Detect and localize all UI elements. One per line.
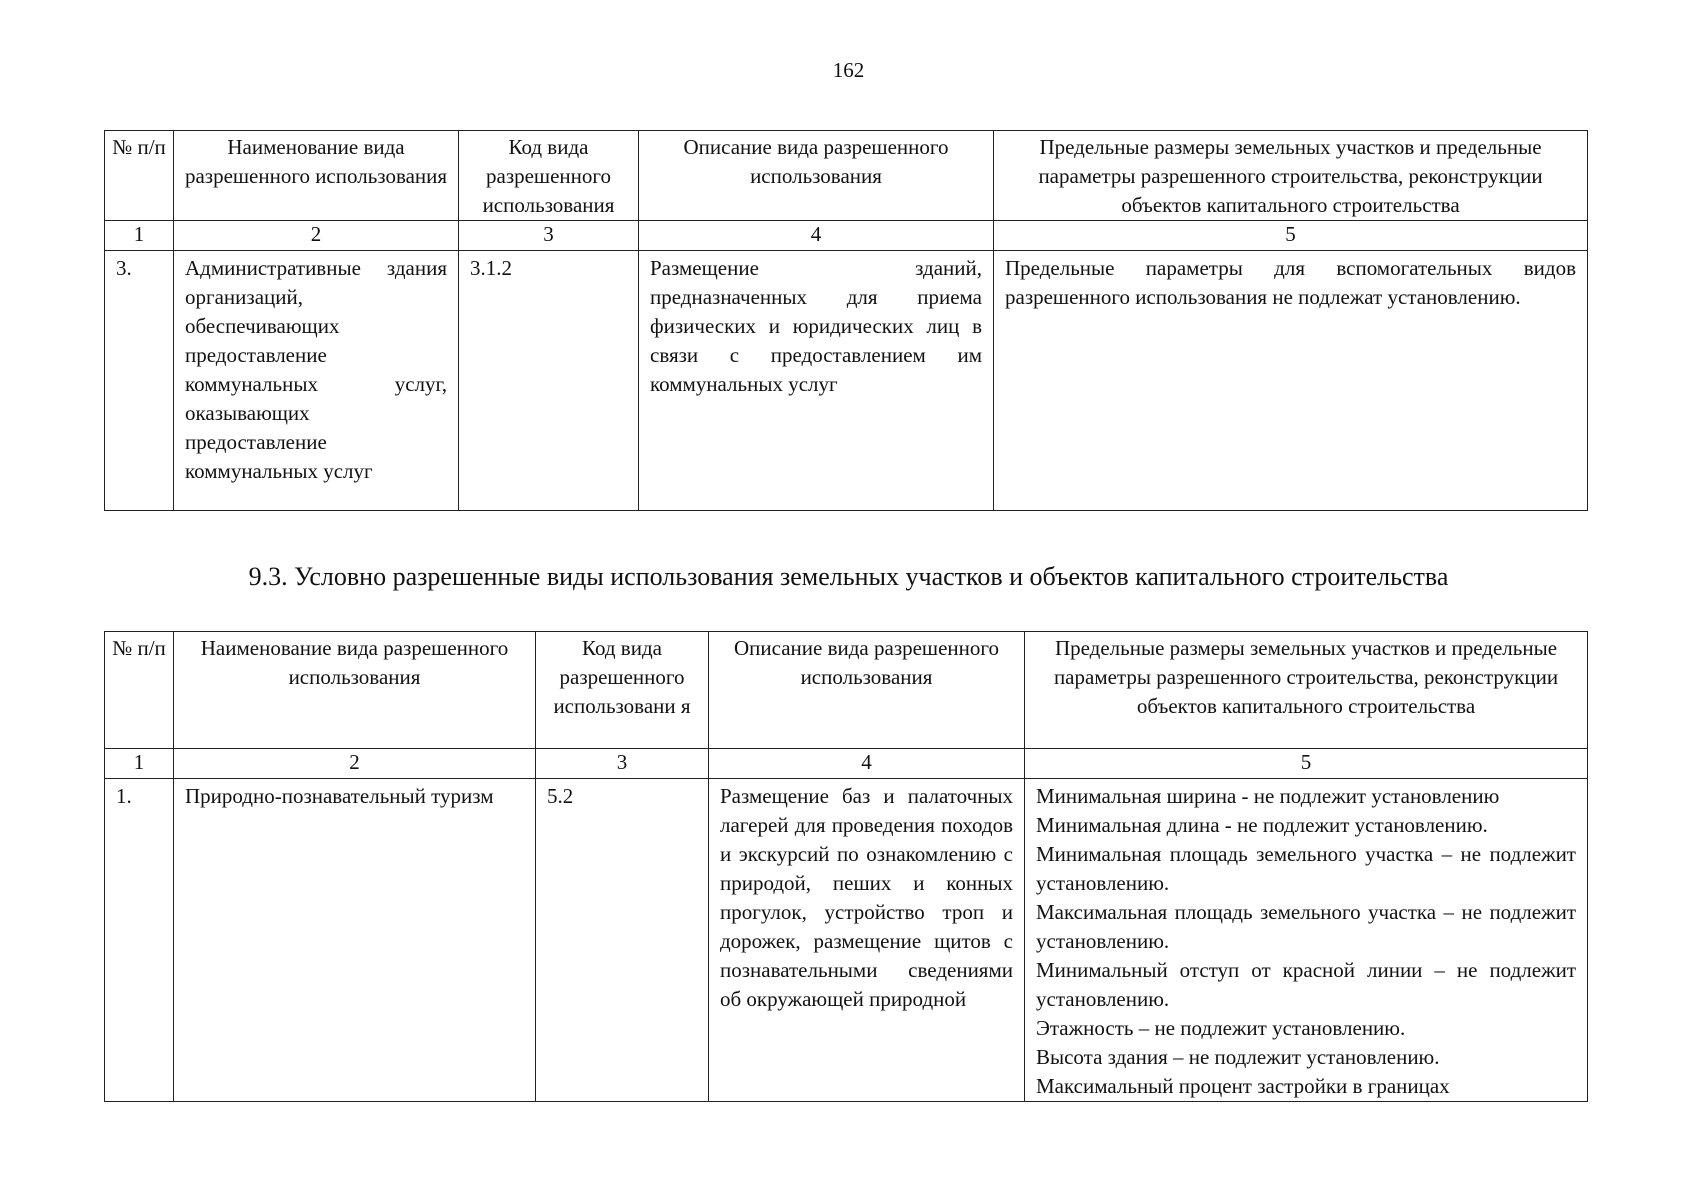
row-number: 3.	[105, 251, 174, 511]
use-name: Административные здания организаций, обеспечивающих предоставление коммунальных услуг, оказывающих предоставление коммунальных услуг	[174, 251, 459, 511]
limit-line: Этажность – не подлежит установлению.	[1036, 1016, 1406, 1040]
limit-line: Максимальная площадь земельного участка – не подлежит установлению.	[1036, 900, 1576, 953]
row-number: 1.	[105, 779, 174, 1102]
limit-line: Минимальная площадь земельного участка – не подлежит установлению.	[1036, 842, 1576, 895]
column-number: 5	[994, 221, 1588, 251]
column-number-row	[105, 749, 1588, 779]
column-number-row	[105, 221, 1588, 251]
use-name: Природно-познавательный туризм	[174, 779, 536, 1102]
column-number: 1	[105, 749, 174, 779]
header-number: № п/п	[105, 131, 174, 221]
use-code: 5.2	[536, 779, 709, 1102]
table-row	[105, 779, 1588, 1102]
use-description: Размещение зданий, предназначенных для приема физических и юридических лиц в связи с предоставлением им коммунальных услуг	[639, 251, 994, 511]
table-row	[105, 251, 1588, 511]
conditional-use-table	[104, 631, 1588, 1102]
use-code: 3.1.2	[459, 251, 639, 511]
permitted-use-table-1	[104, 130, 1588, 511]
page-number: 162	[832, 58, 865, 82]
header-use-name: Наименование вида разрешенного использования	[174, 632, 536, 749]
table-header-row	[105, 131, 1588, 221]
column-number: 5	[1025, 749, 1588, 779]
column-number: 1	[105, 221, 174, 251]
header-limits: Предельные размеры земельных участков и предельные параметры разрешенного строительства, реконструкции объектов капитального строительства	[1025, 632, 1588, 749]
header-number: № п/п	[105, 632, 174, 749]
header-use-code: Код вида разрешенного использования	[459, 131, 639, 221]
use-limits	[1025, 779, 1588, 1102]
column-number: 3	[459, 221, 639, 251]
limit-line: Минимальная длина - не подлежит установлению.	[1036, 813, 1488, 837]
header-use-name: Наименование вида разрешенного использования	[174, 131, 459, 221]
column-number: 3	[536, 749, 709, 779]
use-limits: Предельные параметры для вспомогательных видов разрешенного использования не подлежат установлению.	[994, 251, 1588, 511]
header-use-code: Код вида разрешенного использовани я	[536, 632, 709, 749]
limit-line: Максимальный процент застройки в границах	[1036, 1074, 1450, 1098]
column-number: 4	[639, 221, 994, 251]
section-heading: 9.3. Условно разрешенные виды использования земельных участков и объектов капитального строительства	[248, 562, 1449, 591]
table-header-row	[105, 632, 1588, 749]
limit-line: Высота здания – не подлежит установлению.	[1036, 1045, 1440, 1069]
limit-line: Минимальная ширина - не подлежит установлению	[1036, 784, 1500, 808]
limit-line: Минимальный отступ от красной линии – не подлежит установлению.	[1036, 958, 1576, 1011]
column-number: 2	[174, 221, 459, 251]
header-limits: Предельные размеры земельных участков и предельные параметры разрешенного строительства, реконструкции объектов капитального строительства	[994, 131, 1588, 221]
header-use-description: Описание вида разрешенного использования	[709, 632, 1025, 749]
column-number: 2	[174, 749, 536, 779]
use-description: Размещение баз и палаточных лагерей для проведения походов и экскурсий по ознакомлению с природой, пеших и конных прогулок, устройство троп и дорожек, размещение щитов с познавательными сведениями об окружающей природной	[709, 779, 1025, 1102]
column-number: 4	[709, 749, 1025, 779]
header-use-description: Описание вида разрешенного использования	[639, 131, 994, 221]
